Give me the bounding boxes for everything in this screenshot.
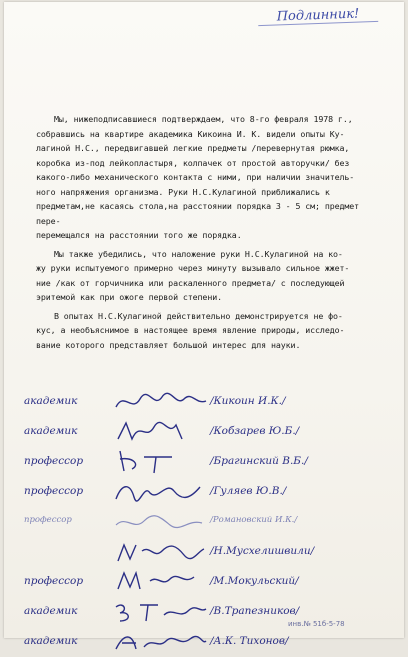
original-stamp: Подлинник! [258,6,378,26]
document-body [36,112,376,356]
signature-row [24,627,384,657]
signature-row [24,417,384,447]
signature-row [24,567,384,597]
handwritten-signature [110,477,210,505]
handwritten-signature [110,597,210,625]
document-page [4,2,404,647]
signatory-name: /Романовский И.К./ [210,515,298,525]
handwritten-signature [110,627,210,655]
signatory-name: /М.Мокульский/ [210,575,299,587]
signatory-title: академик [24,425,78,437]
signatory-title: профессор [24,455,84,467]
signature-row [24,507,384,537]
signatory-name: /Кикоин И.К./ [210,395,286,407]
signatory-title: академик [24,635,78,647]
signature-row [24,387,384,417]
handwritten-signature [110,447,210,475]
archive-number: инв.№ 51б-5-78 [288,620,345,628]
signatory-name: /Брагинский В.Б./ [210,455,308,467]
handwritten-signature [110,567,210,595]
handwritten-signature [110,417,210,445]
paragraph: Мы также убедились, что наложение руки Н.С.Кулагиной на ко- жу руки испытуемого примерно через минуту вызывало сильное жжет- ние /как от горчичника или раскаленного предмета/ с последующей эритемой как при ожоге первой степени. [36,248,350,302]
signature-row [24,477,384,507]
signature-list [24,387,384,657]
signatory-name: /А.К. Тихонов/ [210,635,289,647]
paragraph: Мы, нижеподписавшиеся подтверждаем, что 8-го февраля 1978 г., собравшись на квартире академика Кикоина И. К. видели опыты Ку- лагиной Н.С., передвигавшей легкие предметы /перевернутая рюмка, коробка из-под лейкопластыря, колпачек от простой авторучки/ без какого-либо механического контакта с ними, при наличии значитель- ного напряжения организма. Руки Н.С.Кулагиной приближались к предметам,не касаясь стола,на расстоянии порядка 3 - 5 см; предмет пере- перемещался на расстоянии того же порядка. [36,114,360,240]
signature-row [24,447,384,477]
signatory-name: /Кобзарев Ю.Б./ [210,425,300,437]
signatory-name: /В.Трапезников/ [210,605,300,617]
handwritten-signature [110,507,210,535]
signature-row [24,537,384,567]
signatory-name: /Гуляев Ю.В./ [210,485,287,497]
signatory-name: /Н.Мусхелишвили/ [210,545,315,557]
signatory-title: профессор [24,515,72,525]
signatory-title: академик [24,395,78,407]
signatory-title: академик [24,605,78,617]
handwritten-signature [110,537,210,565]
signatory-title: профессор [24,485,84,497]
signatory-title: профессор [24,575,84,587]
handwritten-signature [110,387,210,415]
paragraph: В опытах Н.С.Кулагиной действительно демонстрируется не фо- кус, а необъяснимое в настоящее время явление природы, исследо- вание которого представляет большой интерес для науки. [36,310,345,350]
